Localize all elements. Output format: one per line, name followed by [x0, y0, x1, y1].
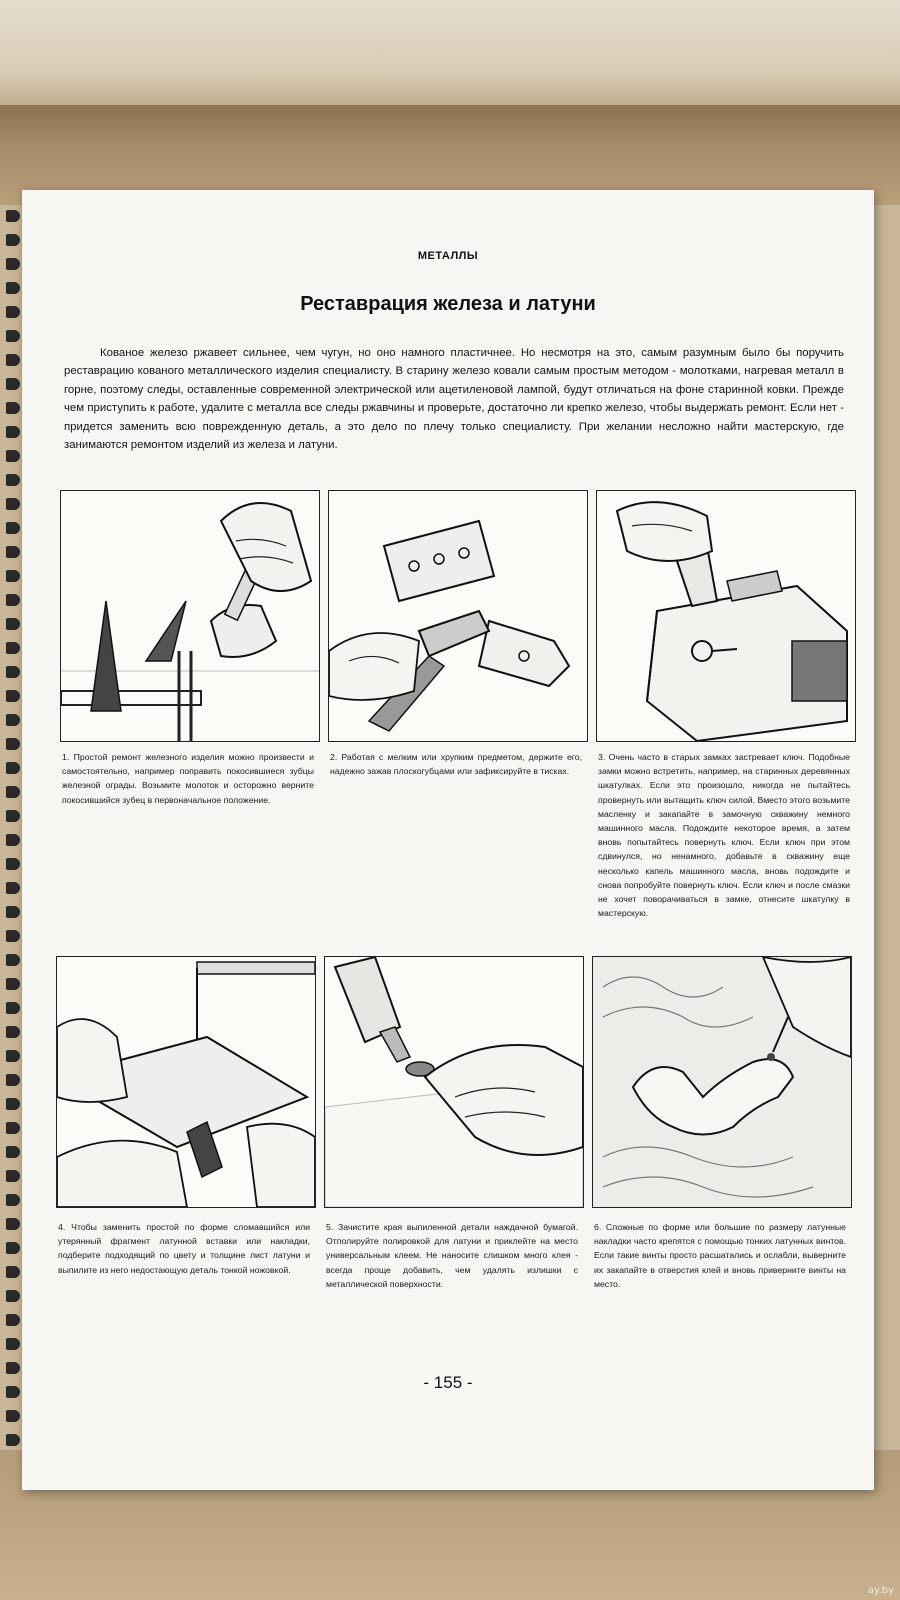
spiral-coil [6, 1362, 20, 1374]
spiral-coil [6, 1314, 20, 1326]
spiral-coil [6, 1242, 20, 1254]
spiral-coil [6, 618, 20, 630]
spiral-coil [6, 234, 20, 246]
spiral-coil [6, 642, 20, 654]
spiral-coil [6, 378, 20, 390]
spiral-coil [6, 930, 20, 942]
spiral-coil [6, 1170, 20, 1182]
spiral-coil [6, 1410, 20, 1422]
caption-step-3: 3. Очень часто в старых замках застревает ключ. Подобные замки можно встретить, например, на старинных деревянных шкатулках. Если это произошло, никогда не пытайтесь провернуть или вытащить ключ силой. Вместо этого возьмите масленку и закапайте в замочную скважину немного машинного масла. Подождите некоторое время, а затем вновь попытайтесь повернуть ключ. Если ключ при этом сдвинулся, но ненамного, добавьте в скважину еще несколько капель машинного масла, вновь подождите и снова попробуйте повернуть ключ. Если ключ и после смазки не хочет поворачиваться в замке, отнесите шкатулку в мастерскую. [598, 752, 850, 919]
spiral-coil [6, 1002, 20, 1014]
spiral-coil [6, 522, 20, 534]
spiral-coil [6, 762, 20, 774]
caption-step-2: 2. Работая с мелким или хрупким предметом, держите его, надежно зажав плоскогубцами или зафиксируйте в тисках. [330, 752, 582, 777]
figure-5-glue-brass [324, 956, 584, 1208]
spiral-coil [6, 906, 20, 918]
watermark: ay.by [867, 1585, 894, 1596]
spiral-coil [6, 450, 20, 462]
caption-step-4: 4. Чтобы заменить простой по форме сломавшийся или утерянный фрагмент латунной вставки или накладки, подберите подходящий по цвету и толщине лист латуни и выпилите из него недостающую деталь тонкой ножовкой. [58, 1222, 310, 1275]
spiral-coil [6, 1122, 20, 1134]
spiral-coil [6, 666, 20, 678]
caption-step-1: 1. Простой ремонт железного изделия можно произвести и самостоятельно, например поправить покосившиеся зубцы железной ограды. Возьмите молоток и осторожно верните покосившийся зубец в первоначальное положение. [62, 752, 314, 805]
spiral-coil [6, 570, 20, 582]
spiral-coil [6, 546, 20, 558]
spiral-coil [6, 1098, 20, 1110]
spiral-coil [6, 954, 20, 966]
spiral-coil [6, 330, 20, 342]
book-page [22, 190, 874, 1490]
spiral-coil [6, 498, 20, 510]
figure-1-hammer-fence [60, 490, 320, 742]
spiral-coil [6, 1434, 20, 1446]
spiral-coil [6, 1146, 20, 1158]
spiral-coil [6, 1218, 20, 1230]
spiral-coil [6, 594, 20, 606]
spiral-coil [6, 978, 20, 990]
background-wall [0, 0, 900, 120]
spiral-coil [6, 882, 20, 894]
spiral-coil [6, 1266, 20, 1278]
caption-step-5: 5. Зачистите края выпиленной детали наждачной бумагой. Отполируйте полировкой для латуни и приклейте на место универсальным клеем. Не наносите слишком много клея - всегда проще добавить, чем удалять излишки с металлической поверхности. [326, 1222, 578, 1289]
spiral-coil [6, 1290, 20, 1302]
spiral-coil [6, 810, 20, 822]
spiral-coil [6, 474, 20, 486]
spiral-coil [6, 210, 20, 222]
spiral-coil [6, 402, 20, 414]
spiral-coil [6, 690, 20, 702]
spiral-coil [6, 258, 20, 270]
page-title: Реставрация железа и латуни [300, 293, 596, 315]
spiral-coil [6, 738, 20, 750]
spiral-coil [6, 834, 20, 846]
spiral-coil [6, 1050, 20, 1062]
spiral-coil [6, 1386, 20, 1398]
page-number: - 155 - [423, 1373, 473, 1392]
spiral-coil [6, 858, 20, 870]
spiral-coil [6, 1338, 20, 1350]
spiral-coil [6, 426, 20, 438]
spiral-coil [6, 306, 20, 318]
section-label: МЕТАЛЛЫ [417, 250, 479, 262]
caption-step-6: 6. Сложные по форме или большие по размеру латунные накладки часто крепятся с помощью тонких латунных винтов. Если такие винты просто расшатались и ослабли, выверните их закапайте в отверстия клей и вновь приверните винты на место. [594, 1222, 846, 1289]
figure-3-oiling-lock [596, 490, 856, 742]
intro-paragraph: Кованое железо ржавеет сильнее, чем чугун, но оно намного пластичнее. Но несмотря на это, самым разумным было бы поручить реставрацию кованого металлического изделия специалисту. В старину железо ковали самым простым методом - молотками, нагревая металл в горне, поэтому следы, оставленные современной электрической или ацетиленовой лампой, будут отличаться на фоне старинной ковки. Прежде чем приступить к работе, удалите с металла все следы ржавчины и проверьте, достаточно ли крепко железо, чтобы выдержать ремонт. Если нет - придется заменить всю поврежденную деталь, а это дело по плечу только специалисту. При желании несложно найти мастерскую, где занимаются ремонтом изделий из железа и латуни. [64, 347, 844, 452]
spiral-coil [6, 786, 20, 798]
spiral-coil [6, 354, 20, 366]
spiral-coil [6, 1026, 20, 1038]
spiral-coil [6, 1074, 20, 1086]
figure-4-saw-brass [56, 956, 316, 1208]
figure-2-pliers-hinge [328, 490, 588, 742]
spiral-coil [6, 282, 20, 294]
spiral-coil [6, 1194, 20, 1206]
figure-6-brass-inlay-screws [592, 956, 852, 1208]
spiral-coil [6, 714, 20, 726]
